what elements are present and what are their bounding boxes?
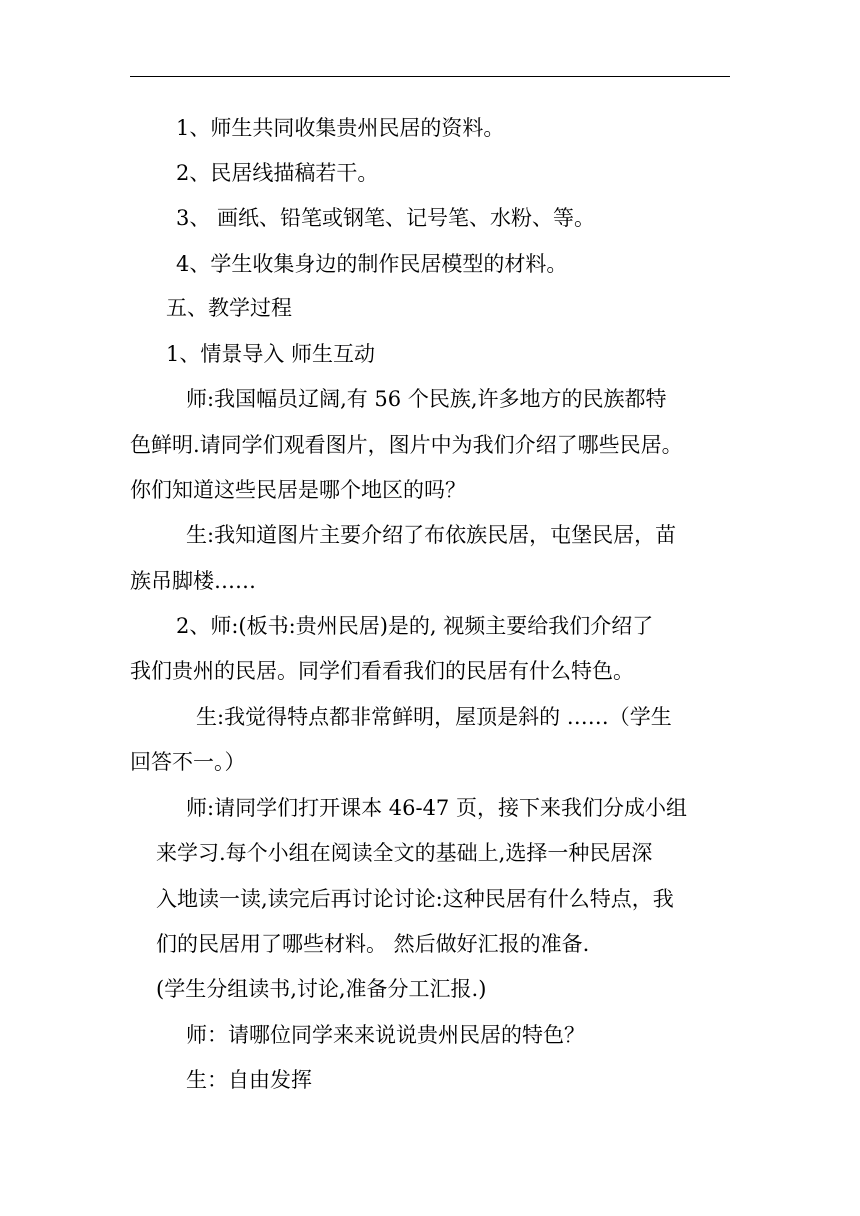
prep-item-3: 3、 画纸、铅笔或钢笔、记号笔、水粉、等。 — [176, 206, 596, 230]
paragraph-line: 师:请同学们打开课本 46-47 页，接下来我们分成小组 — [186, 796, 687, 820]
prep-item-1: 1、师生共同收集贵州民居的资料。 — [176, 116, 505, 140]
paragraph-line: 生：自由发挥 — [186, 1068, 312, 1092]
paragraph-line: 入地读一读,读完后再讨论讨论:这种民居有什么特点，我 — [156, 887, 674, 911]
paragraph-line: 生:我觉得特点都非常鲜明，屋顶是斜的 ……（学生 — [196, 705, 672, 729]
paragraph-line: 们的民居用了哪些材料。 然后做好汇报的准备. — [156, 932, 590, 956]
header-rule — [130, 76, 730, 77]
prep-item-2: 2、民居线描稿若干。 — [176, 161, 379, 185]
paragraph-line: 生:我知道图片主要介绍了布依族民居，屯堡民居，苗 — [186, 523, 677, 547]
paragraph-line: 来学习.每个小组在阅读全文的基础上,选择一种民居深 — [156, 841, 653, 865]
paragraph-line: (学生分组读书,讨论,准备分工汇报.) — [156, 977, 487, 1001]
paragraph-line: 你们知道这些民居是哪个地区的吗？ — [130, 478, 466, 502]
paragraph-line: 师：请哪位同学来来说说贵州民居的特色？ — [186, 1023, 585, 1047]
paragraph-line: 2、师:(板书:贵州民居)是的, 视频主要给我们介绍了 — [176, 614, 654, 638]
paragraph-line: 色鲜明.请同学们观看图片，图片中为我们介绍了哪些民居。 — [130, 433, 683, 457]
paragraph-line: 回答不一。） — [130, 750, 246, 774]
paragraph-line: 师:我国幅员辽阔,有 56 个民族,许多地方的民族都特 — [186, 387, 667, 411]
subsection-heading: 1、情景导入 师生互动 — [166, 342, 376, 366]
section-heading: 五、教学过程 — [166, 296, 292, 320]
paragraph-line: 我们贵州的民居。同学们看看我们的民居有什么特色。 — [130, 659, 634, 683]
paragraph-line: 族吊脚楼…… — [130, 569, 256, 593]
prep-item-4: 4、学生收集身边的制作民居模型的材料。 — [176, 252, 568, 276]
